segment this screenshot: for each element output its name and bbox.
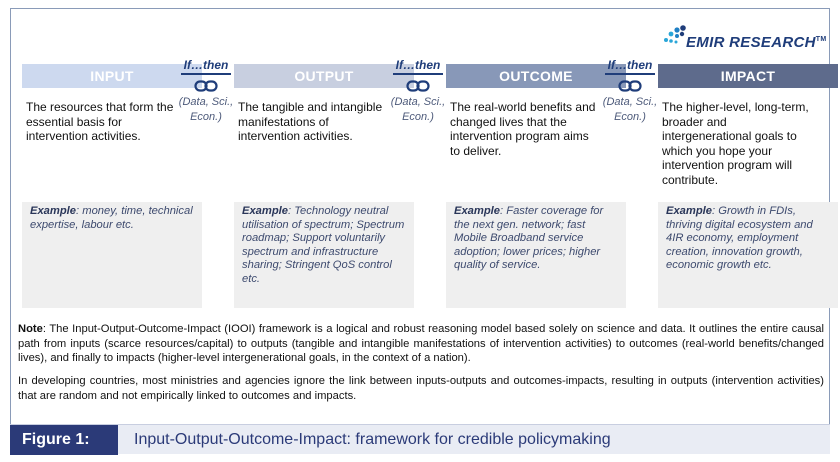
note-paragraph-2: In developing countries, most ministries and agencies ignore the link between inputs-outputs and outcomes-impacts, resulting in outputs (intervention activities) that are random and not empirically linked to outcomes and impacts.: [18, 375, 824, 402]
note-text: : The Input-Output-Outcome-Impact (IOOI) framework is a logical and robust reasoning model based solely on science and data. It outlines the entire causal path from inputs (scarce resources/capital) to outputs (tangible and intangible manifestations of intervention activities) to outcomes (real-world benefits/changed lives), and finally to impacts (higher-level intergenerational goals, in the context of a nation).: [18, 323, 824, 365]
connector-label-3: If…then: [607, 58, 653, 72]
description-input: The resources that form the essential basis for intervention activities.: [26, 100, 174, 143]
connector-sub-2: (Data, Sci., Econ.): [390, 96, 446, 123]
header-input: INPUT: [22, 64, 202, 88]
logo-trademark: TM: [815, 36, 827, 43]
example-label: Example: [666, 205, 713, 217]
connector-bar-1: [181, 73, 231, 75]
example-label: Example: [30, 205, 77, 217]
example-text: : money, time, technical expertise, labour etc.: [30, 205, 193, 231]
example-box-outcome: [446, 202, 626, 308]
figure-caption: [10, 424, 830, 454]
description-impact: The higher-level, long-term, broader and intergenerational goals to which you hope your intervention program will contribute.: [662, 100, 809, 187]
example-label: Example: [454, 205, 501, 217]
caption-text: Input-Output-Outcome-Impact: framework for credible policymaking: [134, 431, 611, 448]
connector-bar-3: [605, 73, 655, 75]
connector-label-2: If…then: [395, 58, 441, 72]
example-label: Example: [242, 205, 289, 217]
connector-sub-3: (Data, Sci., Econ.): [602, 96, 658, 123]
description-outcome: The real-world benefits and changed lives that the intervention program aims to deliver.: [450, 100, 596, 158]
example-text: : Faster coverage for the next gen. network; fast Mobile Broadband service adoption; lower prices; higher quality of service.: [454, 205, 604, 272]
description-output: The tangible and intangible manifestations of intervention activities.: [238, 100, 383, 143]
connector-bar-2: [393, 73, 443, 75]
example-text: : Growth in FDIs, thriving digital ecosystem and 4IR economy, employment creation, innovation growth, economic growth etc.: [666, 205, 813, 272]
header-outcome: OUTCOME: [446, 64, 626, 88]
example-box-output: [234, 202, 414, 308]
header-output: OUTPUT: [234, 64, 414, 88]
caption-label: Figure 1:: [10, 425, 118, 455]
emir-research-logo: [660, 22, 830, 62]
connector-sub-1: (Data, Sci., Econ.): [178, 96, 234, 123]
logo-text: EMIR RESEARCH: [686, 34, 816, 51]
connector-label-1: If…then: [183, 58, 229, 72]
example-box-impact: [658, 202, 838, 308]
chain-link-icon: [194, 79, 218, 93]
example-text: : Technology neutral utilisation of spectrum; Spectrum roadmap; Support voluntarily spectrum and infrastructure sharing; Stringent QoS control etc.: [242, 205, 405, 285]
note-paragraph: [18, 322, 824, 366]
example-box-input: [22, 202, 202, 308]
chain-link-icon: [406, 79, 430, 93]
chain-link-icon: [618, 79, 642, 93]
note-label: Note: [18, 323, 43, 335]
header-impact: IMPACT: [658, 64, 838, 88]
